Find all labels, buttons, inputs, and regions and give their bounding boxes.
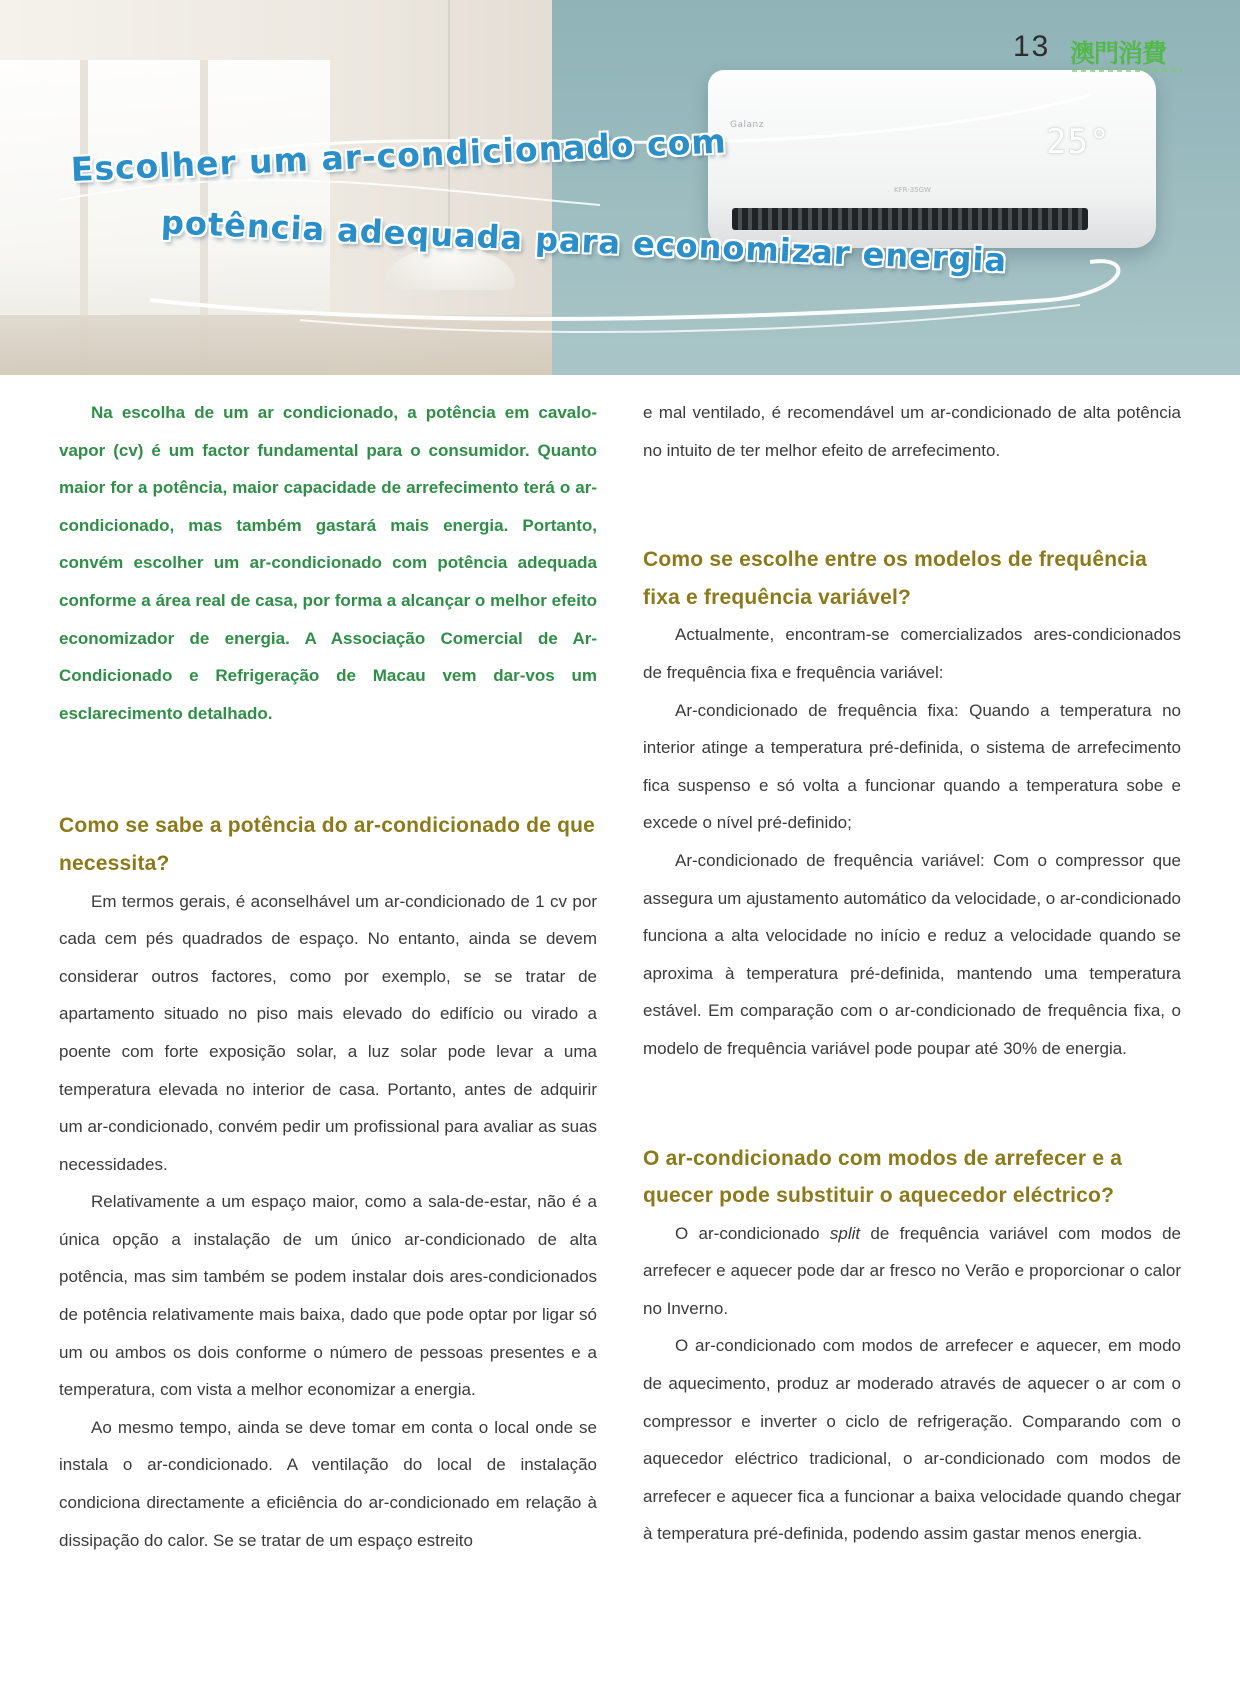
magazine-logo bbox=[1070, 34, 1166, 70]
body-paragraph-continued: e mal ventilado, é recomendável um ar-condicionado de alta potência no intuito de ter melhor efeito de arrefecimento. bbox=[643, 403, 1181, 460]
text-run: de frequência variável com modos de arrefecer e aquecer pode dar ar fresco no Verão e proporcionar o calor no Inverno. bbox=[643, 1223, 1182, 1318]
body-paragraph bbox=[643, 1215, 1181, 1328]
body-paragraph: Actualmente, encontram-se comercializados ares-condicionados de frequência fixa e frequência variável: bbox=[643, 625, 1181, 682]
section-heading-frequency: Como se escolhe entre os modelos de frequência fixa e frequência variável? bbox=[643, 548, 1148, 609]
body-paragraph: Ao mesmo tempo, ainda se deve tomar em conta o local onde se instala o ar-condicionado. A ventilação do local de instalação condiciona directamente a eficiência do ar-condicionado em relação à dissipação do calor. Se se tratar de um espaço estreito bbox=[59, 1417, 597, 1550]
title-line-1: Escolher um ar-condicionado com bbox=[70, 121, 728, 189]
spacer bbox=[643, 469, 1181, 541]
spacer bbox=[643, 1068, 1181, 1140]
ac-brand-label: Galanz bbox=[730, 120, 764, 130]
italic-term: split bbox=[829, 1223, 861, 1243]
ac-model-label: KFR-35GW bbox=[894, 186, 931, 194]
body-paragraph: Ar-condicionado de frequência variável: Com o compressor que assegura um ajustamento automático da velocidade, o ar-condicionado funciona a alta velocidade no início e reduz a velocidade quando se aproxima à temperatura pré-definida, mantendo uma temperatura estável. Em comparação com o ar-condicionado de frequência fixa, o modelo de frequência variável pode poupar até 30% de energia. bbox=[643, 850, 1181, 1058]
hero-banner bbox=[0, 0, 1240, 375]
body-paragraph: Relativamente a um espaço maior, como a sala-de-estar, não é a única opção a instalação de um único ar-condicionado de alta potência, mas sim também se podem instalar dois ares-condicionados de potência relativamente mais baixa, dado que pode optar por ligar só um ou ambos os dois conforme o número de pessoas presentes e a temperatura, com vista a melhor economizar a energia. bbox=[59, 1192, 597, 1400]
lead-paragraph: Na escolha de um ar condicionado, a potência em cavalo-vapor (cv) é um factor fundamental para o consumidor. Quanto maior for a potência, maior capacidade de arrefecimento terá o ar-condicionado, mas também gastará mais energia. Portanto, convém escolher um ar-condicionado com potência adequada conforme a área real de casa, por forma a alcançar o melhor efeito economizador de energia. A Associação Comercial de Ar-Condicionado e Refrigeração de Macau vem dar-vos um esclarecimento detalhado. bbox=[59, 403, 597, 723]
text-run: O ar-condicionado bbox=[675, 1223, 830, 1243]
section-heading-heating: O ar-condicionado com modos de arrefecer e a quecer pode substituir o aquecedor eléctrico? bbox=[643, 1146, 1123, 1208]
left-column bbox=[59, 394, 597, 1559]
body-paragraph: Ar-condicionado de frequência fixa: Quando a temperatura no interior atinge a temperatura pré-definida, o sistema de arrefecimento fica suspenso e só volta a funcionar quando a temperatura sobe e excede o nível pré-definido; bbox=[643, 700, 1181, 833]
magazine-logo-underline bbox=[1072, 68, 1182, 72]
ac-temperature-display: 25° bbox=[1046, 122, 1111, 162]
article-title bbox=[0, 0, 1240, 375]
page-number: 13 bbox=[1013, 30, 1051, 63]
body-paragraph: O ar-condicionado com modos de arrefecer e aquecer, em modo de aquecimento, produz ar moderado através de aquecer o ar com o compressor e inverter o ciclo de refrigeração. Comparando com o aquecedor eléctrico tradicional, o ar-condicionado com modos de arrefecer e aquecer fica a funcionar a baixa velocidade quando chegar à temperatura pré-definida, podendo assim gastar menos energia. bbox=[643, 1336, 1181, 1544]
body-paragraph: Em termos gerais, é aconselhável um ar-condicionado de 1 cv por cada cem pés quadrados de espaço. No entanto, ainda se devem considerar outros factores, como por exemplo, se se tratar de apartamento situado no piso mais elevado do edifício ou virado a poente com forte exposição solar, a luz solar pode levar a uma temperatura elevada no interior de casa. Portanto, antes de adquirir um ar-condicionado, convém pedir um profissional para avaliar as suas necessidades. bbox=[59, 891, 597, 1174]
spacer bbox=[59, 732, 597, 807]
right-column bbox=[643, 394, 1181, 1553]
magazine-logo-text: 澳門消費 bbox=[1070, 39, 1167, 68]
title-line-2: potência adequada para economizar energia bbox=[160, 203, 1008, 280]
section-heading-power: Como se sabe a potência do ar-condicionado de que necessita? bbox=[59, 814, 596, 875]
